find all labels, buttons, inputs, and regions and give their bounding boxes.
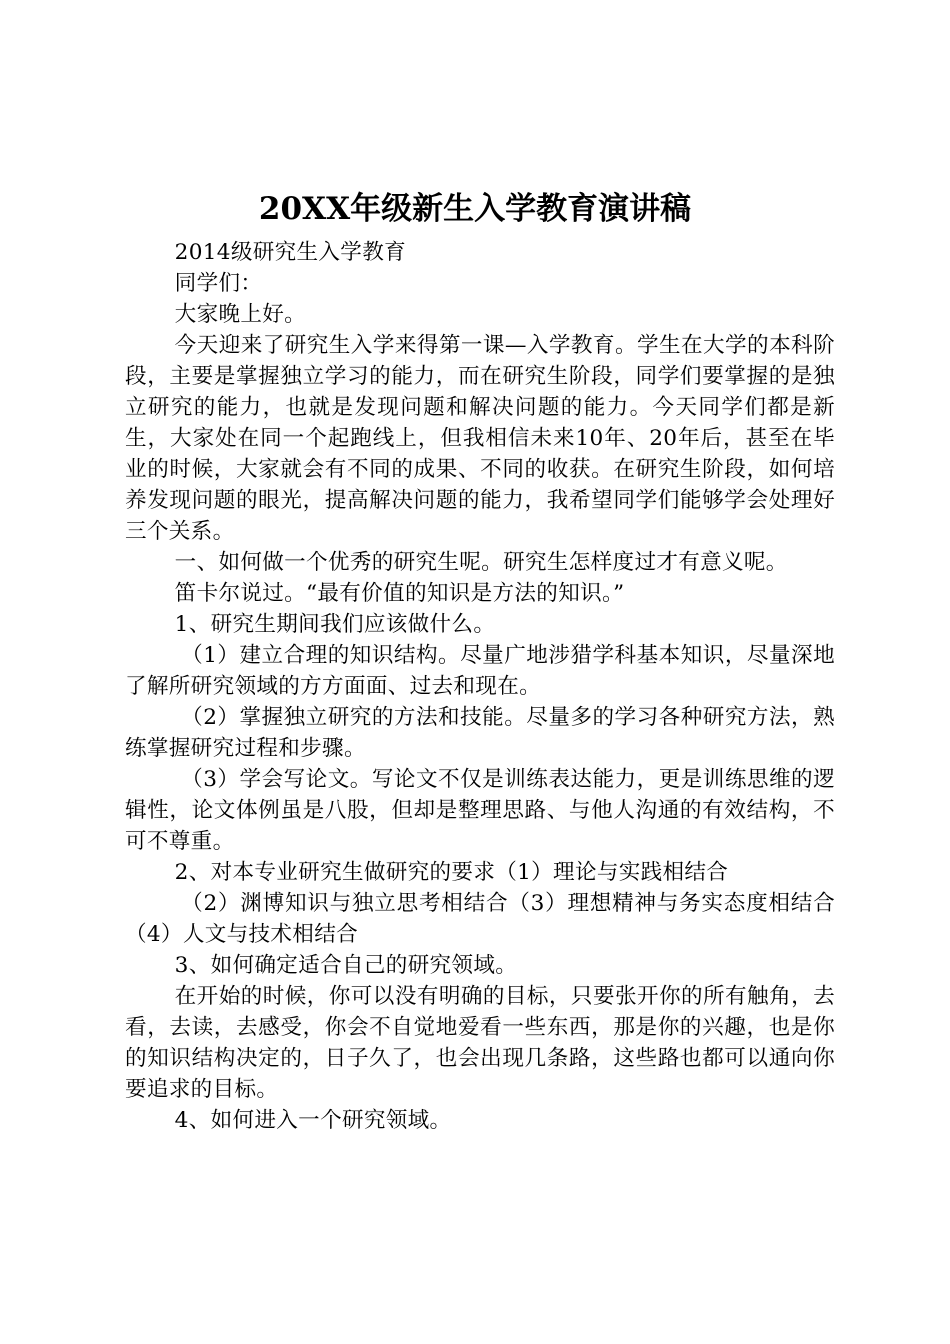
paragraph-salutation: 同学们： (174, 271, 263, 296)
paragraph-greeting: 大家晚上好。 (174, 302, 307, 327)
paragraph-item-2: 2、对本专业研究生做研究的要求（1）理论与实践相结合 (174, 860, 729, 885)
paragraph-item-1: 1、研究生期间我们应该做什么。 (174, 612, 496, 637)
paragraph-item-2-cont: （2）渊博知识与独立思考相结合（3）理想精神与务实态度相结合（4）人文与技术相结合 (125, 891, 835, 947)
paragraph-section-1: 一、如何做一个优秀的研究生呢。研究生怎样度过才有意义呢。 (174, 550, 788, 575)
paragraph-item-1-1: （1）建立合理的知识结构。尽量广地涉猎学科基本知识，尽量深地了解所研究领域的方方面面、过去和现在。 (125, 643, 835, 699)
paragraph-intro: 今天迎来了研究生入学来得第一课—入学教育。学生在大学的本科阶段，主要是掌握独立学习的能力，而在研究生阶段，同学们要掌握的是独立研究的能力，也就是发现问题和解决问题的能力。今天同学们都是新生，大家处在同一个起跑线上，但我相信未来10年、20年后，甚至在毕业的时候，大家就会有不同的成果、不同的收获。在研究生阶段，如何培养发现问题的眼光，提高解决问题的能力，我希望同学们能够学会处理好三个关系。 (125, 333, 835, 544)
document-title: 20XX年级新生入学教育演讲稿 (258, 191, 692, 227)
paragraph-item-3-body: 在开始的时候，你可以没有明确的目标，只要张开你的所有触角，去看，去读，去感受，你会不自觉地爱看一些东西，那是你的兴趣，也是你的知识结构决定的，日子久了，也会出现几条路，这些路也都可以通向你要追求的目标。 (125, 984, 835, 1102)
paragraph-quote: 笛卡尔说过。“最有价值的知识是方法的知识。” (174, 581, 625, 606)
paragraph-item-1-3: （3）学会写论文。写论文不仅是训练表达能力，更是训练思维的逻辑性，论文体例虽是八股，但却是整理思路、与他人沟通的有效结构，不可不尊重。 (125, 767, 835, 854)
paragraph-item-4: 4、如何进入一个研究领域。 (174, 1108, 452, 1133)
paragraph-item-3: 3、如何确定适合自己的研究领域。 (174, 953, 518, 978)
paragraph-item-1-2: （2）掌握独立研究的方法和技能。尽量多的学习各种研究方法，熟练掌握研究过程和步骤。 (125, 705, 835, 761)
paragraph-subtitle: 2014级研究生入学教育 (174, 240, 406, 265)
document-body (125, 237, 835, 1136)
